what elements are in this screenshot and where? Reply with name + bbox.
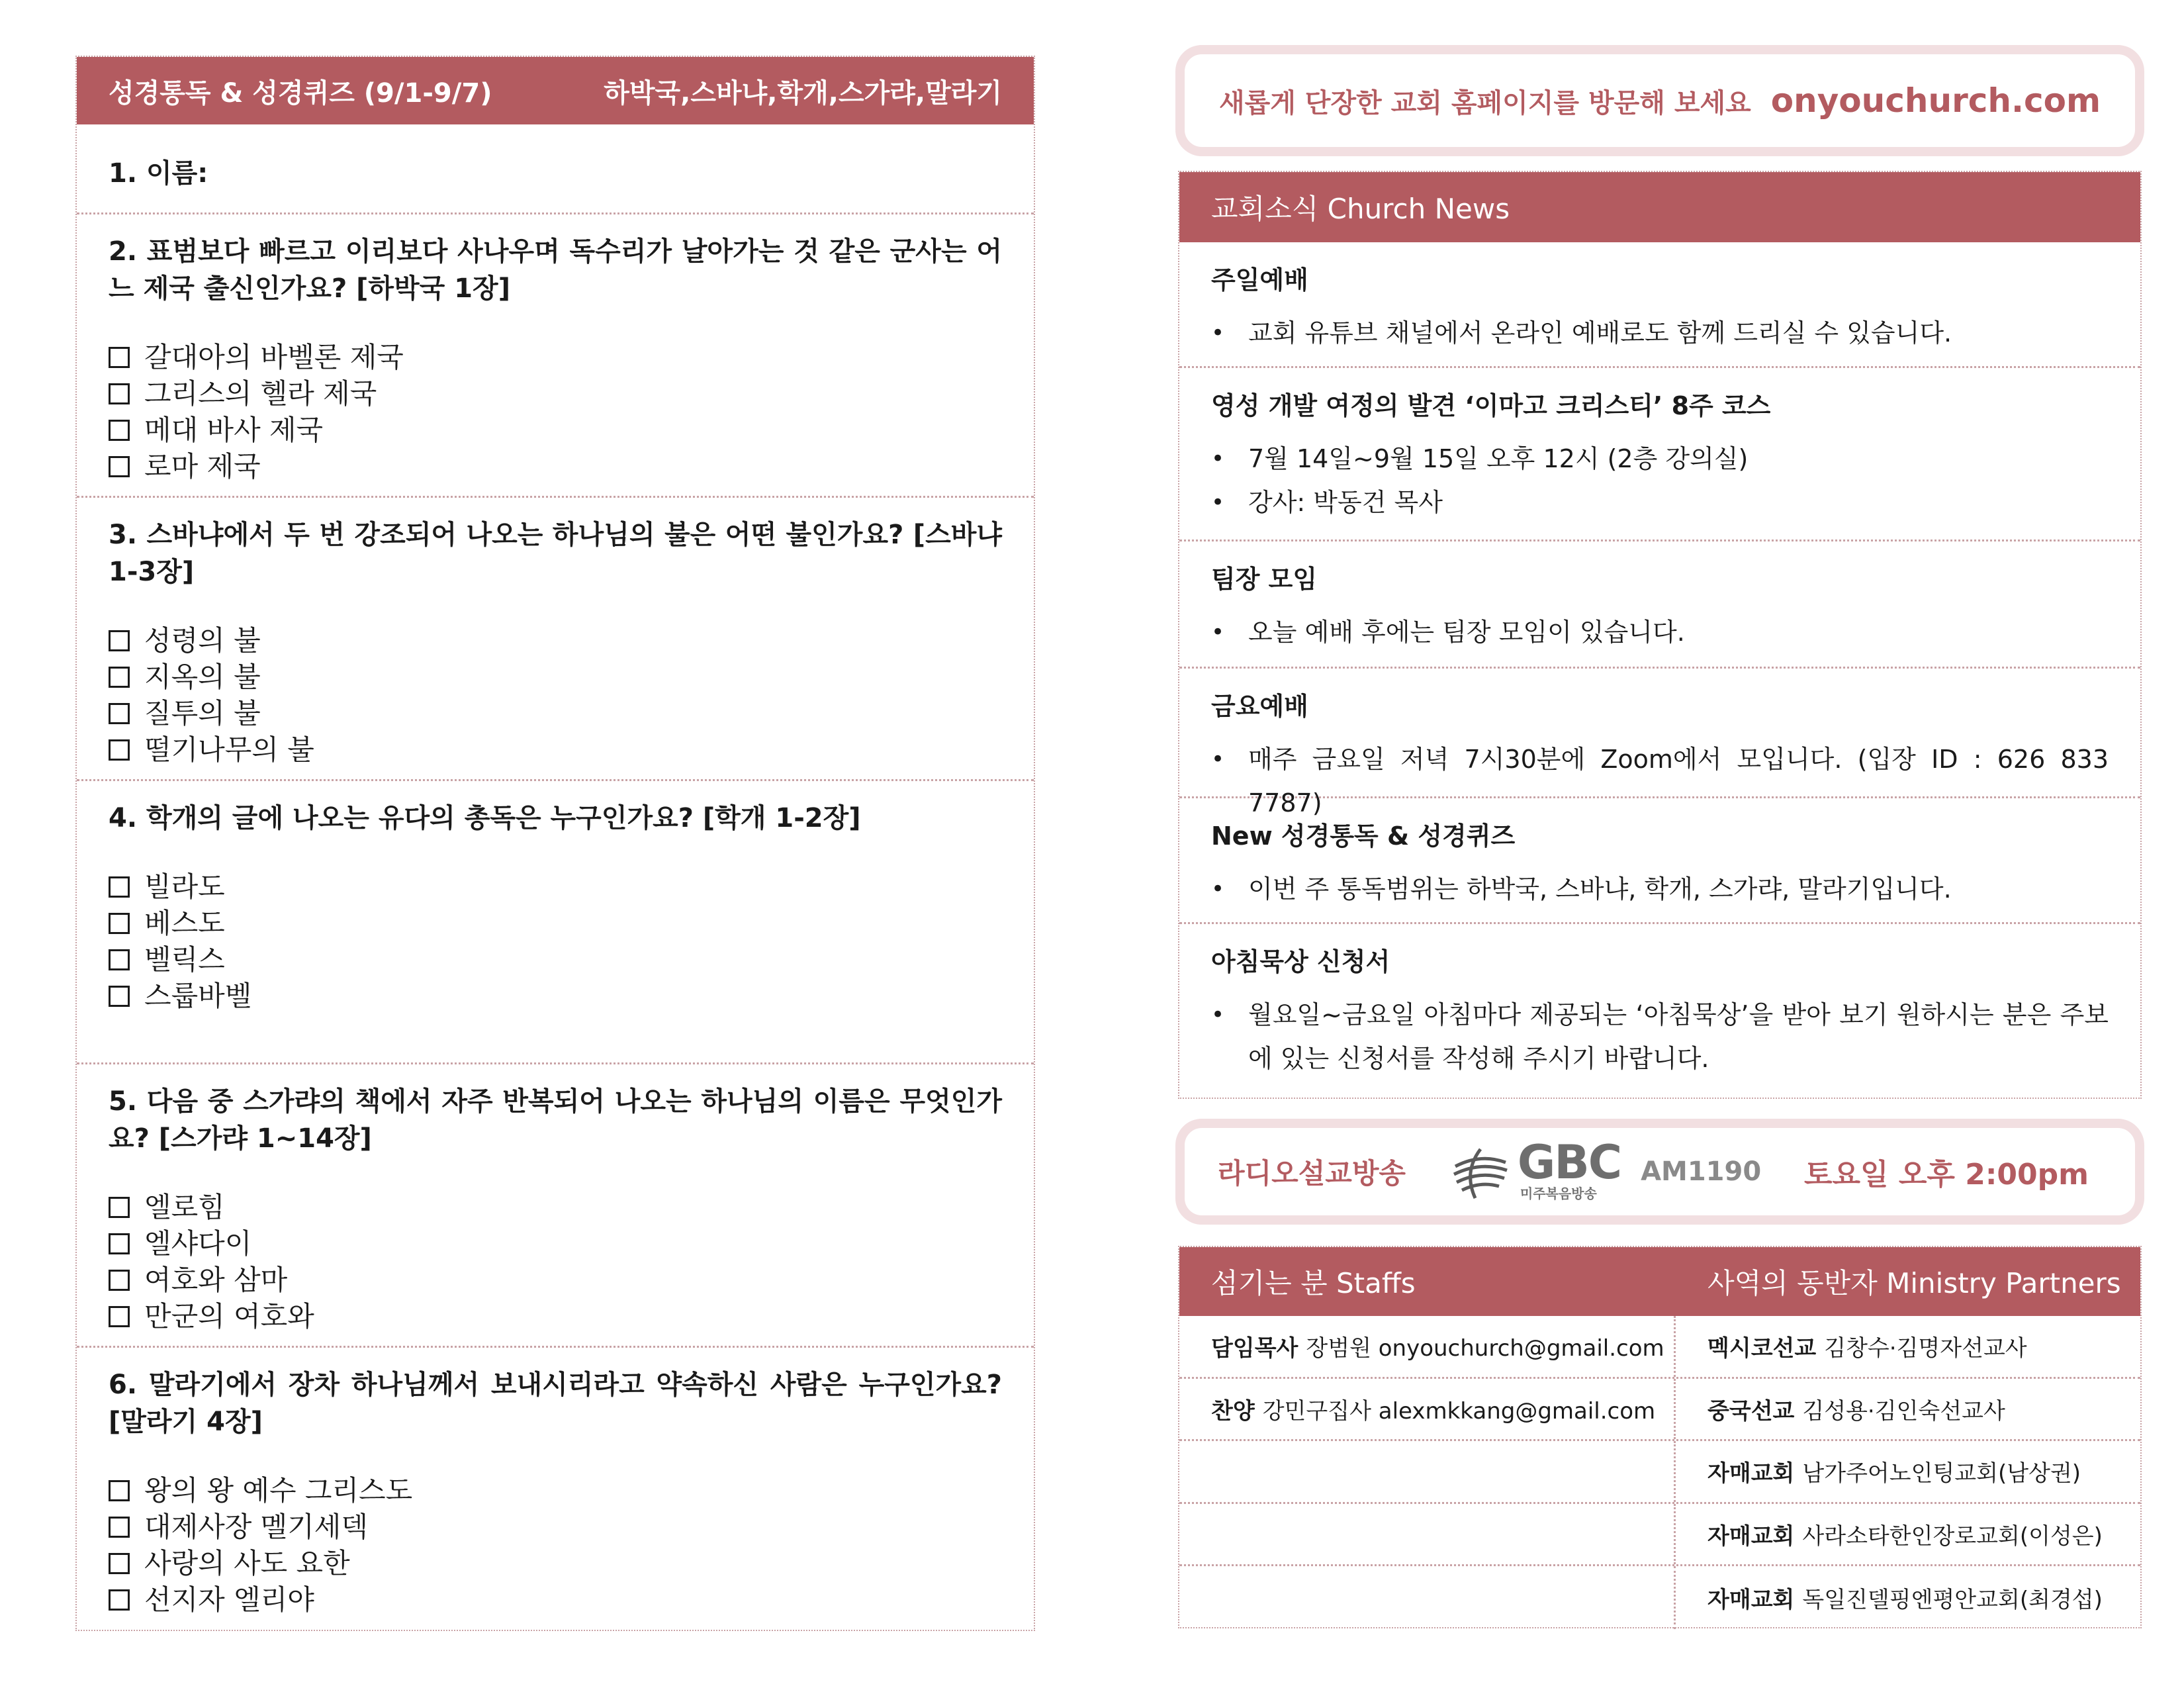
answer-option[interactable] — [109, 375, 1002, 412]
option-label: 질투의 불 — [144, 697, 261, 729]
answer-option[interactable] — [109, 905, 1002, 941]
question-text: 3. 스바냐에서 두 번 강조되어 나오는 하나님의 불은 어떤 불인가요? [스바냐 1-3장] — [109, 520, 1002, 587]
quiz-question — [77, 781, 1034, 1064]
staff-cell — [1179, 1379, 1676, 1440]
bullet-icon: • — [1211, 876, 1225, 902]
option-label: 엘로힘 — [144, 1191, 225, 1223]
answer-option[interactable] — [109, 412, 1002, 448]
news-item — [1179, 368, 2140, 541]
news-title: 금요예배 — [1211, 692, 1308, 721]
answer-option[interactable] — [109, 1262, 1002, 1298]
answer-option[interactable] — [109, 978, 1002, 1014]
staff-row — [1179, 1379, 2140, 1442]
bullet-icon: • — [1211, 619, 1225, 645]
checkbox[interactable] — [109, 347, 130, 368]
partner-role: 자매교회 — [1707, 1587, 1795, 1614]
answer-option[interactable] — [109, 339, 1002, 375]
partners-title: 사역의 동반자 Ministry Partners — [1707, 1267, 2121, 1299]
news-bullet — [1211, 737, 2109, 825]
option-label: 대제사장 멜기세덱 — [144, 1511, 368, 1543]
checkbox[interactable] — [109, 703, 130, 724]
quiz-books: 하박국,스바냐,학개,스가랴,말라기 — [604, 77, 1002, 109]
news-bullet — [1211, 867, 2109, 911]
partner-role: 중국선교 — [1707, 1397, 1795, 1425]
option-label: 갈대아의 바벨론 제국 — [144, 341, 404, 373]
staff-role: 찬양 — [1211, 1397, 1255, 1425]
name-field[interactable] — [77, 124, 1034, 214]
option-label: 빌라도 — [144, 870, 225, 903]
staff-value: 장범원 onyouchurch@gmail.com — [1306, 1335, 1664, 1362]
quiz-title: 성경통독 & 성경퀴즈 (9/1-9/7) — [109, 77, 492, 109]
checkbox[interactable] — [109, 420, 130, 441]
partner-role: 자매교회 — [1707, 1523, 1795, 1550]
partner-cell — [1676, 1441, 2140, 1502]
news-bullet-text: 매주 금요일 저녁 7시30분에 Zoom에서 모입니다. (입장 ID : 626 833 7787) — [1248, 745, 2109, 818]
answer-option[interactable] — [109, 731, 1002, 768]
gbc-logo-subtext: 미주복음방송 — [1520, 1185, 1597, 1201]
staff-row — [1179, 1504, 2140, 1567]
answer-option[interactable] — [109, 1225, 1002, 1262]
checkbox[interactable] — [109, 1480, 130, 1501]
staff-cell — [1179, 1316, 1676, 1377]
partner-cell — [1676, 1379, 2140, 1440]
partner-cell — [1676, 1316, 2140, 1377]
website-banner — [1175, 45, 2144, 156]
checkbox[interactable] — [109, 1517, 130, 1538]
news-bullet-text: 오늘 예배 후에는 팀장 모임이 있습니다. — [1248, 618, 1685, 647]
bullet-icon: • — [1211, 746, 1225, 773]
partner-value: 사라소타한인장로교회(이성은) — [1802, 1523, 2103, 1550]
option-label: 스룹바벨 — [144, 980, 252, 1012]
partner-cell — [1676, 1566, 2140, 1629]
news-title: 영성 개발 여정의 발견 ‘이마고 크리스티’ 8주 코스 — [1211, 391, 1771, 420]
answer-option[interactable] — [109, 622, 1002, 659]
option-label: 메대 바사 제국 — [144, 414, 324, 446]
staff-row — [1179, 1441, 2140, 1504]
news-bullet — [1211, 311, 2109, 355]
radio-time: 토요일 오후 2:00pm — [1804, 1158, 2089, 1192]
answer-option[interactable] — [109, 868, 1002, 905]
option-label: 엘샤다이 — [144, 1227, 252, 1260]
quiz-question — [77, 498, 1034, 781]
checkbox[interactable] — [109, 383, 130, 404]
bullet-icon: • — [1211, 1002, 1225, 1028]
checkbox[interactable] — [109, 876, 130, 898]
checkbox[interactable] — [109, 630, 130, 651]
checkbox[interactable] — [109, 986, 130, 1007]
option-label: 왕의 왕 예수 그리스도 — [144, 1474, 413, 1507]
staff-role: 담임목사 — [1211, 1335, 1298, 1362]
staff-row — [1179, 1566, 2140, 1629]
radio-banner — [1175, 1119, 2144, 1225]
radio-frequency: AM1190 — [1641, 1156, 1762, 1187]
bullet-icon: • — [1211, 445, 1225, 472]
news-title: 아침묵상 신청서 — [1211, 947, 1390, 976]
checkbox[interactable] — [109, 1306, 130, 1327]
partner-value: 남가주어노인팅교회(남상권) — [1802, 1460, 2081, 1487]
name-label: 1. 이름: — [109, 158, 208, 189]
staffs-title: 섬기는 분 Staffs — [1211, 1267, 1416, 1299]
news-bullet — [1211, 437, 2109, 481]
quiz-question — [77, 1064, 1034, 1348]
checkbox[interactable] — [109, 456, 130, 477]
checkbox[interactable] — [109, 1233, 130, 1254]
partner-cell — [1676, 1504, 2140, 1565]
option-label: 벨릭스 — [144, 943, 225, 976]
answer-option[interactable] — [109, 1509, 1002, 1545]
quiz-question — [77, 214, 1034, 498]
answer-option[interactable] — [109, 659, 1002, 695]
news-item — [1179, 541, 2140, 669]
checkbox[interactable] — [109, 949, 130, 970]
staffs-panel — [1178, 1246, 2142, 1628]
staff-cell — [1179, 1441, 1676, 1502]
news-bullet — [1211, 481, 2109, 524]
bullet-icon: • — [1211, 320, 1225, 346]
quiz-header — [77, 57, 1034, 124]
news-item — [1179, 242, 2140, 368]
option-label: 만군의 여호와 — [144, 1300, 314, 1333]
gbc-logo-text: GBC — [1517, 1135, 1621, 1190]
news-bullet-text: 이번 주 통독범위는 하박국, 스바냐, 학개, 스가랴, 말라기입니다. — [1248, 874, 1952, 904]
option-label: 떨기나무의 불 — [144, 733, 314, 766]
partner-role: 멕시코선교 — [1707, 1335, 1817, 1362]
staffs-header — [1179, 1247, 2140, 1316]
option-label: 여호와 삼마 — [144, 1264, 288, 1296]
question-list — [77, 214, 1034, 1631]
news-title: 팀장 모임 — [1211, 565, 1318, 594]
news-item — [1179, 924, 2140, 1095]
news-title: 주일예배 — [1211, 265, 1308, 295]
staff-row — [1179, 1316, 2140, 1379]
globe-icon — [1449, 1140, 1512, 1203]
checkbox[interactable] — [109, 1589, 130, 1611]
answer-option[interactable] — [109, 1581, 1002, 1618]
partner-value: 독일진델핑엔평안교회(최경섭) — [1802, 1587, 2103, 1614]
news-item — [1179, 669, 2140, 818]
option-label: 그리스의 헬라 제국 — [144, 377, 377, 410]
answer-option[interactable] — [109, 695, 1002, 731]
church-news-header — [1179, 172, 2140, 242]
news-title: New 성경통독 & 성경퀴즈 — [1211, 821, 1516, 851]
quiz-panel — [75, 56, 1035, 1631]
answer-option[interactable] — [109, 1472, 1002, 1509]
radio-label: 라디오설교방송 — [1218, 1157, 1406, 1190]
church-news-panel — [1178, 171, 2142, 1099]
checkbox[interactable] — [109, 913, 130, 934]
question-text: 6. 말라기에서 장차 하나님께서 보내시리라고 약속하신 사람은 누구인가요? [말라기 4장] — [109, 1370, 1002, 1437]
partner-value: 김창수·김명자선교사 — [1824, 1335, 2027, 1362]
option-label: 성령의 불 — [144, 624, 261, 657]
news-bullet — [1211, 610, 2109, 654]
answer-option[interactable] — [109, 941, 1002, 978]
question-text: 4. 학개의 글에 나오는 유다의 총독은 누구인가요? [학개 1-2장] — [109, 803, 861, 833]
answer-option[interactable] — [109, 448, 1002, 485]
news-bullet-text: 강사: 박동건 목사 — [1248, 488, 1443, 517]
staff-value: 강민구집사 alexmkkang@gmail.com — [1262, 1397, 1656, 1425]
checkbox[interactable] — [109, 1197, 130, 1218]
quiz-question — [77, 1348, 1034, 1631]
church-news-title: 교회소식 Church News — [1211, 193, 1510, 225]
option-label: 선지자 엘리야 — [144, 1583, 314, 1616]
news-bullet-text: 교회 유튜브 채널에서 온라인 예배로도 함께 드리실 수 있습니다. — [1248, 318, 1952, 348]
answer-option[interactable] — [109, 1298, 1002, 1335]
checkbox[interactable] — [109, 667, 130, 688]
answer-option[interactable] — [109, 1545, 1002, 1581]
bullet-icon: • — [1211, 489, 1225, 516]
checkbox[interactable] — [109, 739, 130, 761]
staff-cell — [1179, 1504, 1676, 1565]
partner-role: 자매교회 — [1707, 1460, 1795, 1487]
website-link[interactable]: onyouchurch.com — [1770, 81, 2101, 120]
checkbox[interactable] — [109, 1553, 130, 1574]
checkbox[interactable] — [109, 1270, 130, 1291]
option-label: 사랑의 사도 요한 — [144, 1547, 350, 1579]
staff-cell — [1179, 1566, 1676, 1629]
option-label: 지옥의 불 — [144, 661, 261, 693]
partner-value: 김성용·김인숙선교사 — [1802, 1397, 2005, 1425]
news-bullet-text: 월요일~금요일 아침마다 제공되는 ‘아침묵상’을 받아 보기 원하시는 분은 주보에 있는 신청서를 작성해 주시기 바랍니다. — [1248, 1000, 2109, 1073]
gbc-logo — [1449, 1135, 1762, 1203]
news-bullet — [1211, 993, 2109, 1080]
answer-option[interactable] — [109, 1189, 1002, 1225]
option-label: 베스도 — [144, 907, 225, 939]
news-list — [1179, 242, 2140, 1095]
option-label: 로마 제국 — [144, 450, 261, 483]
news-bullet-text: 7월 14일~9월 15일 오후 12시 (2층 강의실) — [1248, 444, 1749, 473]
question-text: 2. 표범보다 빠르고 이리보다 사나우며 독수리가 날아가는 것 같은 군사는 어느 제국 출신인가요? [하박국 1장] — [109, 236, 1002, 304]
website-banner-text: 새롭게 단장한 교회 홈페이지를 방문해 보세요 — [1218, 87, 1751, 118]
question-text: 5. 다음 중 스가랴의 책에서 자주 반복되어 나오는 하나님의 이름은 무엇인가요? [스가랴 1~14장] — [109, 1086, 1002, 1154]
staff-table — [1179, 1316, 2140, 1629]
